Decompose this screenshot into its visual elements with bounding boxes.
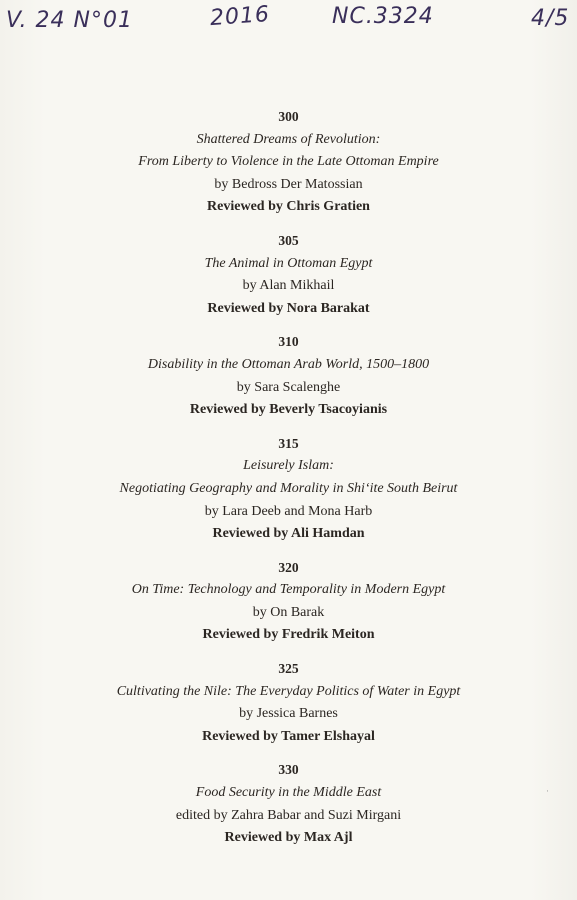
book-author: edited by Zahra Babar and Suzi Mirgani [175,807,402,823]
book-title: Cultivating the Nile: The Everyday Politics of Water in Egypt [116,683,461,699]
book-title: On Time: Technology and Temporality in Modern Egypt [131,582,446,598]
book-author: by Sara Scalenghe [236,379,341,395]
toc-entry [0,759,577,849]
handwritten-year: 2016 [209,1,271,32]
book-subtitle: From Liberty to Violence in the Late Ottoman Empire [138,154,439,170]
toc-entry [0,557,577,647]
paper-speck: · [546,786,549,796]
book-title: Leisurely Islam: [243,458,334,474]
reviewer: Reviewed by Tamer Elshayal [202,728,375,744]
toc-entry [0,106,577,219]
toc-entry [0,658,577,748]
handwritten-call-number: NC.3324 [332,4,434,29]
page-number: 305 [278,232,299,248]
page-number: 320 [278,559,299,575]
page-number: 300 [278,109,299,124]
book-author: by Alan Mikhail [242,278,335,294]
book-title: Shattered Dreams of Revolution: [196,131,381,147]
book-title: Disability in the Ottoman Arab World, 1500–1800 [147,356,430,372]
reviewer: Reviewed by Ali Hamdan [212,526,365,542]
book-author: by Jessica Barnes [239,706,338,722]
table-of-contents [0,106,577,861]
book-author: by On Barak [252,604,325,620]
page-number: 325 [278,661,299,677]
reviewer: Reviewed by Fredrik Meiton [202,627,375,643]
book-title: Food Security in the Middle East [195,785,382,801]
toc-entry [0,331,577,421]
page-number: 310 [278,334,299,350]
reviewer: Reviewed by Beverly Tsacoyianis [189,402,388,418]
handwritten-volume: V. 24 N°01 [6,8,133,33]
book-author: by Lara Deeb and Mona Harb [204,503,373,519]
reviewer: Reviewed by Nora Barakat [207,300,370,316]
reviewer: Reviewed by Chris Gratien [207,199,370,215]
toc-entry [0,230,577,320]
book-title: The Animal in Ottoman Egypt [204,255,373,271]
handwritten-annotations [0,2,577,42]
toc-entry [0,433,577,546]
reviewer: Reviewed by Max Ajl [224,830,353,846]
book-author: by Bedross Der Matossian [214,176,363,192]
page-number: 330 [278,762,299,778]
handwritten-page-number: 4/5 [531,6,570,31]
page-number: 315 [278,435,299,451]
book-subtitle: Negotiating Geography and Morality in Shi‘ite South Beirut [119,480,458,496]
